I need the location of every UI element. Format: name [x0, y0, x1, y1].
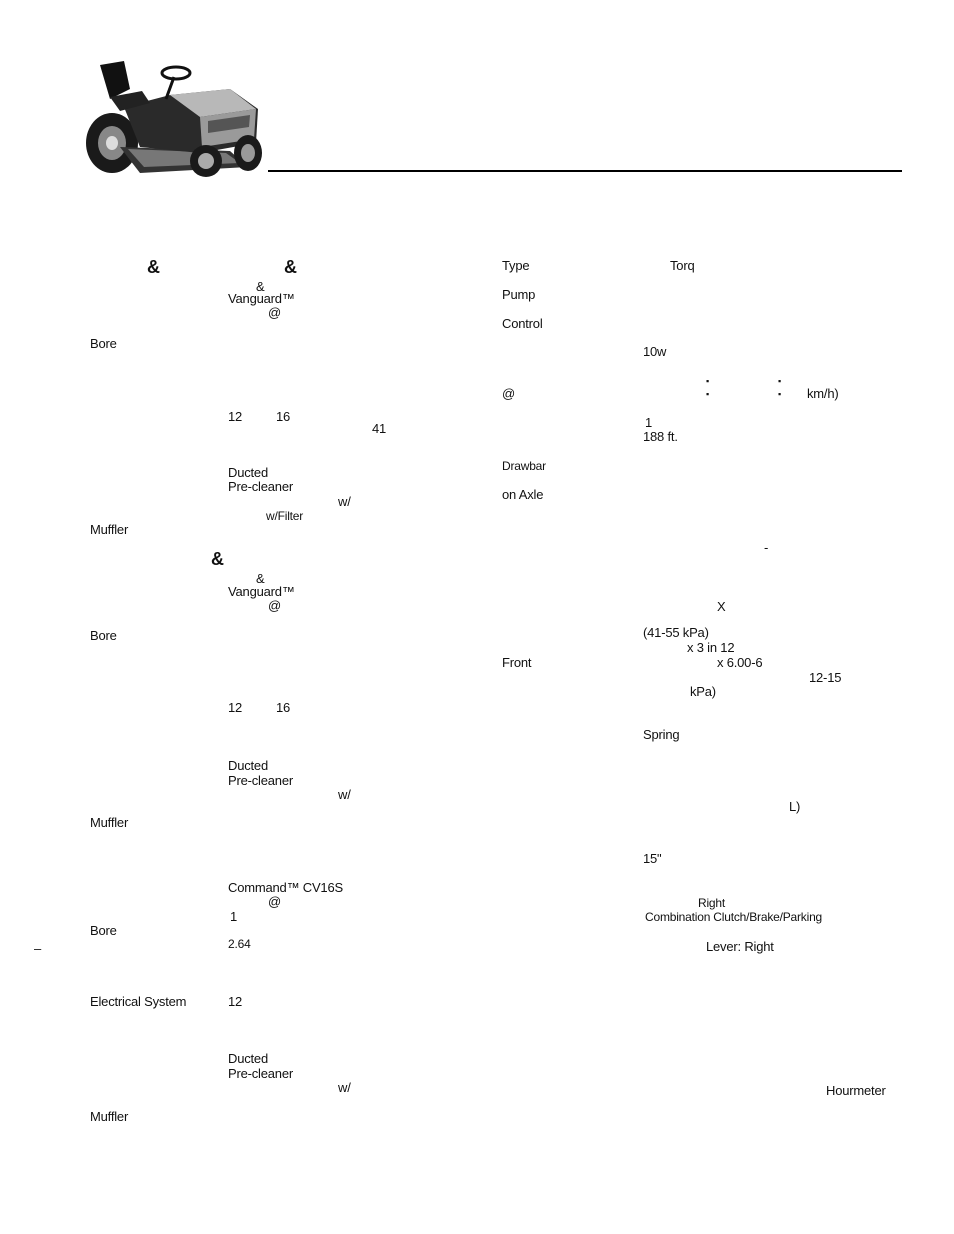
value-12: 12: [228, 700, 243, 715]
command-engine-label: Command™ CV16S: [228, 880, 343, 895]
with-label: w/: [338, 494, 351, 509]
right-label: Right: [698, 896, 726, 910]
muffler-label: Muffler: [90, 1109, 129, 1124]
ampersand: &: [284, 257, 297, 277]
precleaner-label: Pre-cleaner: [228, 479, 293, 494]
with-filter-label: w/Filter: [266, 509, 304, 523]
value-1: 1: [230, 909, 238, 924]
front-tire-size: x 6.00-6: [717, 655, 763, 670]
value-16: 16: [276, 700, 291, 715]
electrical-system-label: Electrical System: [90, 994, 187, 1009]
at-sign: @: [268, 894, 281, 909]
spring-label: Spring: [643, 727, 680, 742]
with-label: w/: [338, 787, 351, 802]
lever-right-label: Lever: Right: [706, 939, 774, 954]
ducted-label: Ducted: [228, 758, 268, 773]
bore-label: Bore: [90, 628, 117, 643]
precleaner-label: Pre-cleaner: [228, 1066, 293, 1081]
mark: ▪: [778, 376, 781, 386]
mark: ▪: [706, 376, 709, 386]
lawn-tractor-illustration: [80, 55, 270, 185]
at-sign: @: [268, 305, 281, 320]
ampersand-small: &: [256, 279, 265, 294]
value-12: 12: [228, 409, 243, 424]
at-sign: @: [502, 386, 515, 401]
vanguard-label: Vanguard™: [228, 291, 295, 306]
x-mark: X: [717, 599, 726, 614]
ampersand: &: [147, 257, 160, 277]
vanguard-label: Vanguard™: [228, 584, 295, 599]
bore-label: Bore: [90, 336, 117, 351]
turning-radius: 188 ft.: [643, 429, 678, 444]
value-41: 41: [372, 421, 387, 436]
header-rule: [268, 170, 902, 172]
combination-brake-label: Combination Clutch/Brake/Parking: [645, 910, 823, 924]
liter-unit: L): [789, 799, 801, 814]
value-2-64: 2.64: [228, 937, 251, 951]
ducted-label: Ducted: [228, 1051, 268, 1066]
hourmeter-label: Hourmeter: [826, 1083, 886, 1098]
torq-label: Torq: [670, 258, 695, 273]
control-label: Control: [502, 316, 543, 331]
value-16: 16: [276, 409, 291, 424]
muffler-label: Muffler: [90, 522, 129, 537]
ampersand: &: [211, 549, 224, 569]
pressure-12-15: 12-15: [809, 670, 842, 685]
front-label: Front: [502, 655, 532, 670]
with-label: w/: [338, 1080, 351, 1095]
oil-grade: 10w: [643, 344, 667, 359]
mark: ▪: [706, 389, 709, 399]
on-axle-label: on Axle: [502, 487, 544, 502]
tire-pressure-front: kPa): [690, 684, 716, 699]
type-label: Type: [502, 258, 530, 273]
ducted-label: Ducted: [228, 465, 268, 480]
margin-dash: –: [34, 941, 42, 956]
inch-15: 15": [643, 851, 662, 866]
dash: -: [764, 540, 769, 555]
ampersand-small: &: [256, 571, 265, 586]
tire-pressure-rear: (41-55 kPa): [643, 625, 709, 640]
tire-size: x 3 in 12: [687, 640, 735, 655]
pump-label: Pump: [502, 287, 536, 302]
drawbar-label: Drawbar: [502, 459, 546, 473]
muffler-label: Muffler: [90, 815, 129, 830]
speed-unit: km/h): [807, 386, 839, 401]
mark: ▪: [778, 389, 781, 399]
precleaner-label: Pre-cleaner: [228, 773, 293, 788]
value-12: 12: [228, 994, 243, 1009]
bore-label: Bore: [90, 923, 117, 938]
value-1: 1: [645, 415, 653, 430]
at-sign: @: [268, 598, 281, 613]
